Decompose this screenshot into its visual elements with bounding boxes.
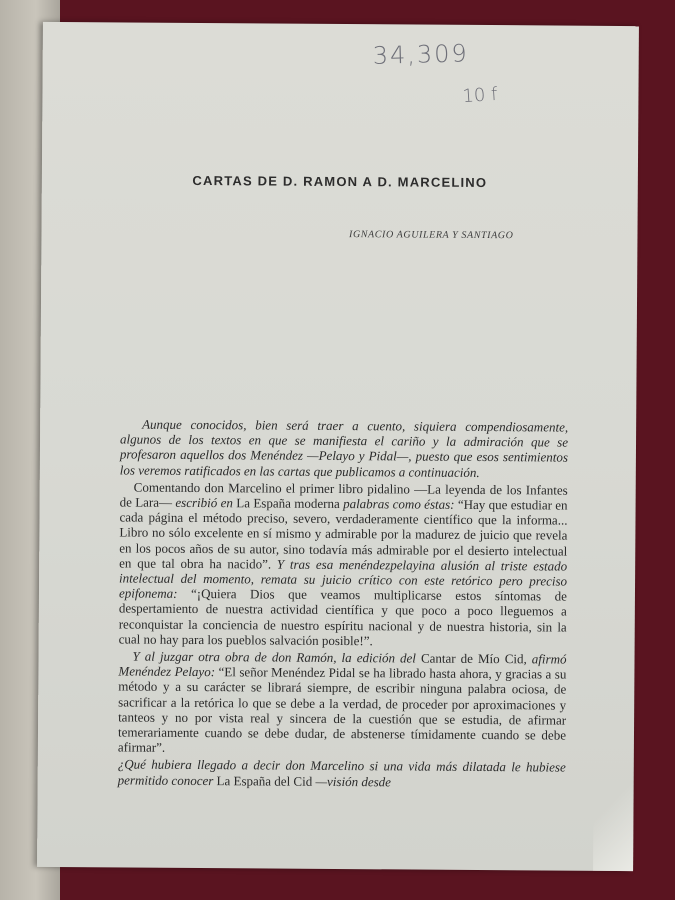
handwritten-annotation: 10 f <box>461 83 499 108</box>
paragraph-2-lead: Comentando don Marcelino el primer libro pidalino —La leyenda de los Infantes de Lara— <box>119 479 568 510</box>
document-page <box>37 22 639 871</box>
work-title-cantar: Cantar de Mío Cid <box>420 650 524 667</box>
handwritten-catalog-number: 34,309 <box>372 39 470 70</box>
quote-3: “El señor Menéndez Pidal se ha librado hasta ahora, y gracias a su método y a su carácter se librará siempre, de escribir ninguna palabra ociosa, de sacrificar a la retórica lo que se debe a la verdad, de proceder por aproximaciones y tanteos y no por vista real y sincera de la cuestión que se estudia, de afirmar temerariamente cuando se debe dudar, de abstenerse tímidamente cuando se debe afirmar”. <box>117 664 567 756</box>
quote-2: “¡Quiera Dios que veamos multiplicarse estos síntomas de despertamiento de nuestra actividad científica y que poco a poco lleguemos a reconquistar la conciencia de nuestro espíritu nacional y de nuestra historia, sin la cual no hay para los pueblos salvación posible!”. <box>118 586 568 649</box>
article-author: IGNACIO AGUILERA Y SANTIAGO <box>348 229 514 242</box>
page-corner-wear <box>593 761 634 871</box>
paragraph-4: ¿Qué hubiera llegado a decir don Marcelino si una vida más dilatada le hubiese permitido conocer La España del Cid —visión desde <box>117 756 566 790</box>
quote-1: “Hay que estudiar en cada página el método preciso, severo, verdaderamente científico que la informa... Libro no sólo excelente en sí mismo y admirable por la madurez de juicio que revela en los pocos años de su autor, sino todavía más admirable por el desierto intelectual en que tal obra ha nacido”. <box>119 496 568 572</box>
work-title-espana-cid: La España del Cid <box>216 772 313 789</box>
paragraph-2: Comentando don Marcelino el primer libro pidalino —La leyenda de los Infantes de Lara— escribió en La España moderna palabras como éstas: “Hay que estudiar en cada página el método preciso, severo, verdaderamente científico que la informa... Libro no sólo excelente en sí mismo y admirable por la madurez de juicio que revela en los pocos años de su autor, sino todavía más admirable por el desierto intelectual en que tal obra ha nacido”. Y tras esa menéndezpelayina alusión al triste estado intelectual del momento, remata su juicio crítico con este retórico pero preciso epifonema: “¡Quiera Dios que veamos multiplicarse estos síntomas de despertamiento de nuestra actividad científica y que poco a poco lleguemos a reconquistar la conciencia de nuestro espíritu nacional y de nuestra historia, sin la cual no hay para los pueblos salvación posible!”. <box>118 479 568 649</box>
article-body <box>118 416 569 792</box>
journal-title: La España moderna <box>236 495 340 512</box>
article-title: CARTAS DE D. RAMON A D. MARCELINO <box>192 172 488 191</box>
paragraph-1-text: Aunque conocidos, bien será traer a cuento, siquiera compendiosamente, algunos de los textos en que se manifiesta el cariño y la admiración que se profesaron aquellos dos Menéndez —Pelayo y Pidal—, puesto que esos sentimientos los veremos ratificados en las cartas que publicamos a continuación. <box>119 416 569 480</box>
paragraph-1 <box>120 416 568 480</box>
paragraph-3: Y al juzgar otra obra de don Ramón, la edición del Cantar de Mío Cid, afirmó Menéndez Pelayo: “El señor Menéndez Pidal se ha librado hasta ahora, y gracias a su método y a su carácter se librará siempre, de escribir ninguna palabra ociosa, de sacrificar a la retórica lo que se debe a la verdad, de proceder por aproximaciones y tanteos y no por vista real y sincera de la cuestión que se estudia, de afirmar temerariamente cuando se debe dudar, de abstenerse tímidamente cuando se debe afirmar”. <box>117 648 567 756</box>
